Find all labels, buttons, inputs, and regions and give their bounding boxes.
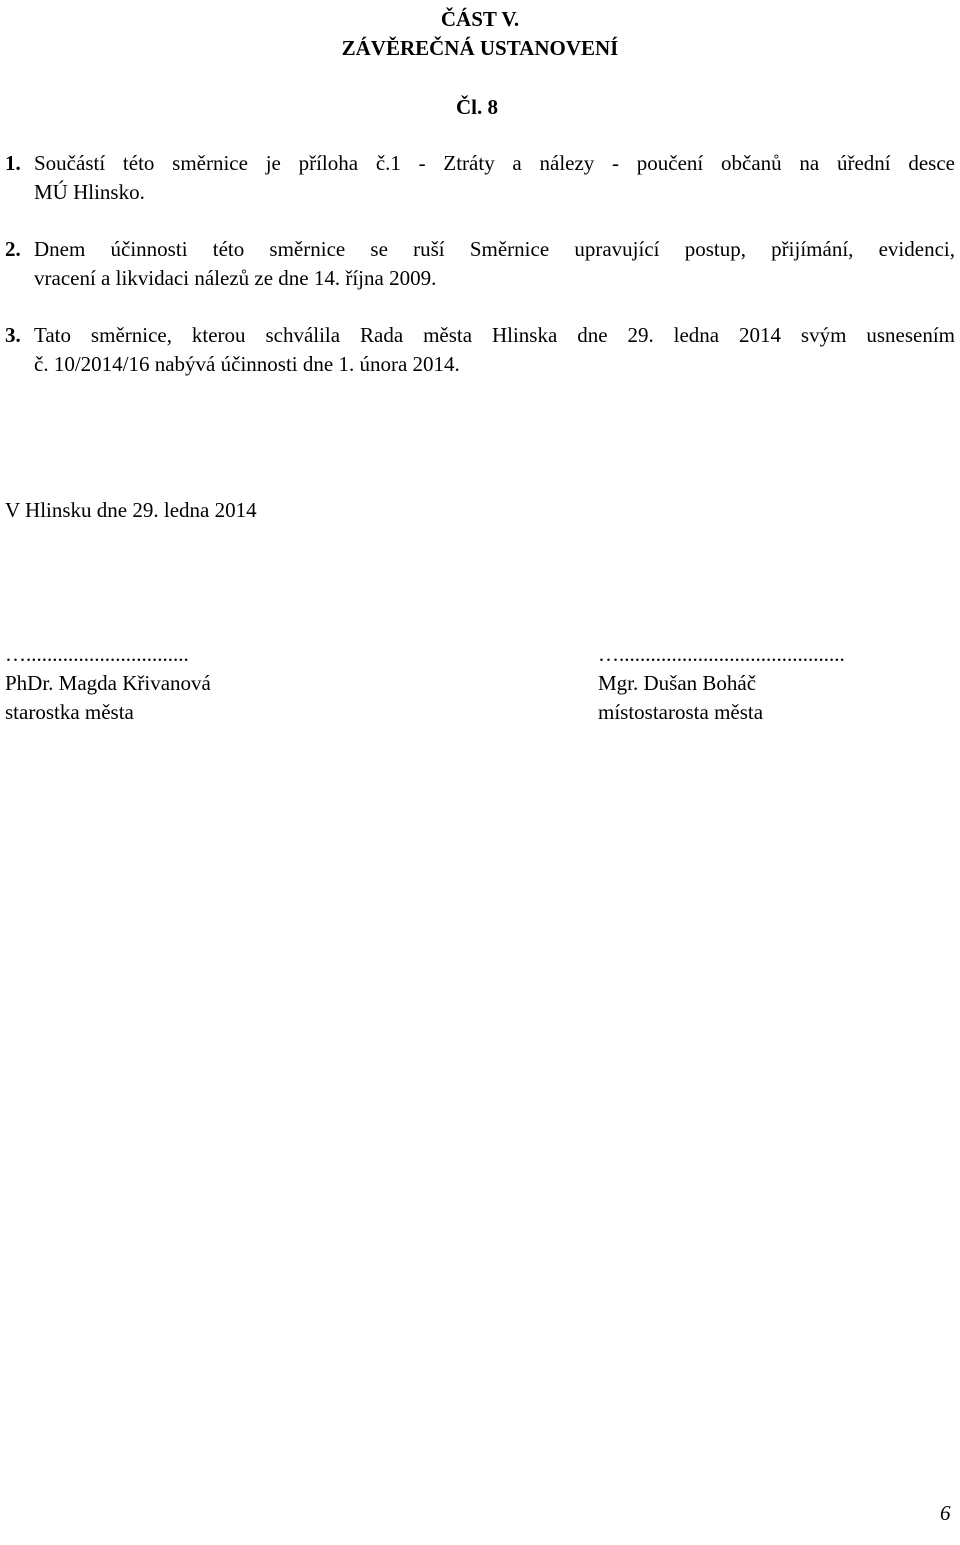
paragraph-2 xyxy=(5,235,955,293)
paragraph-2-text-1: Dnem účinnosti této směrnice se ruší Směrnice upravující postup, přijímání, evidenci, xyxy=(34,237,955,261)
signer-name: PhDr. Magda Křivanová xyxy=(5,671,211,695)
paragraph-1-line-1 xyxy=(5,149,955,178)
paragraph-2-text-2: vracení a likvidaci nálezů ze dne 14. října 2009. xyxy=(34,266,437,290)
paragraph-3-line-1 xyxy=(5,321,955,350)
paragraph-1-text-1: Součástí této směrnice je příloha č.1 - Ztráty a nálezy - poučení občanů na úřední desce xyxy=(34,151,955,175)
paragraph-1 xyxy=(5,149,955,207)
paragraph-2-number: 2. xyxy=(5,237,21,261)
place-date: V Hlinsku dne 29. ledna 2014 xyxy=(5,498,257,522)
paragraph-3-text-2: č. 10/2014/16 nabývá účinnosti dne 1. února 2014. xyxy=(34,352,460,376)
signer-role: místostarosta města xyxy=(598,700,764,724)
signature-block-mayor xyxy=(5,640,211,727)
article-title: Čl. 8 xyxy=(456,95,498,119)
paragraph-1-number: 1. xyxy=(5,151,21,175)
page-number: 6 xyxy=(940,1501,951,1525)
signer-name: Mgr. Dušan Boháč xyxy=(598,671,757,695)
paragraph-3-text-1: Tato směrnice, kterou schválila Rada města Hlinska dne 29. ledna 2014 svým usnesením xyxy=(34,323,955,347)
paragraph-1-text-2: MÚ Hlinsko. xyxy=(34,180,145,204)
paragraph-2-line-1 xyxy=(5,235,955,264)
signature-block-deputy-mayor xyxy=(598,640,845,727)
signer-role: starostka města xyxy=(5,700,134,724)
signature-line: …............................... xyxy=(5,642,189,666)
paragraph-3-number: 3. xyxy=(5,323,21,347)
signature-line: …........................................... xyxy=(598,642,845,666)
paragraph-3 xyxy=(5,321,955,379)
part-subtitle: ZÁVĚREČNÁ USTANOVENÍ xyxy=(341,36,619,60)
part-title: ČÁST V. xyxy=(440,7,520,31)
